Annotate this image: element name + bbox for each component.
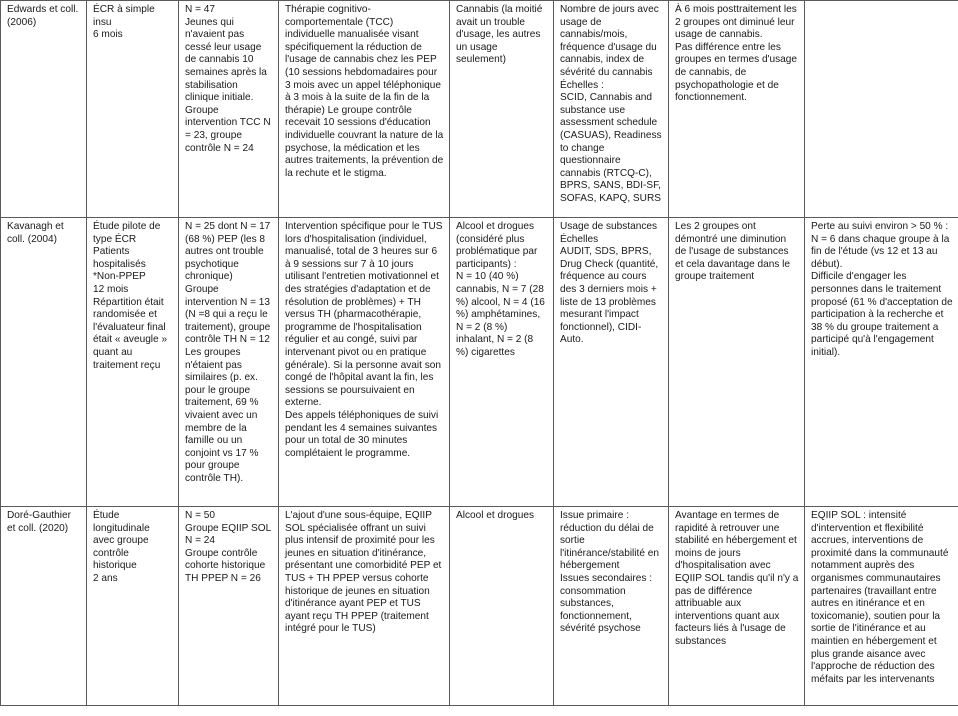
design-cell: Étude pilote de type ÉCR Patients hospitalisés *Non-PPEP 12 mois Répartition était randomisée et l'évaluateur final était « aveugle » quant au traitement reçu [87,218,179,507]
design-cell: Étude longitudinale avec groupe contrôle historique 2 ans [87,507,179,706]
measures-cell: Nombre de jours avec usage de cannabis/mois, fréquence d'usage du cannabis, index de sévérité du cannabis Échelles : SCID, Cannabis and substance use assessment schedule (CASUAS), Readiness to change questionnaire cannabis (RTCQ-C), BPRS, SANS, BDI-SF, SOFAS, KAPQ, SURS [554,1,669,218]
measures-cell: Usage de substances Échelles AUDIT, SDS, BPRS, Drug Check (quantité, fréquence au cours des 3 derniers mois + liste de 13 problèmes mesurant l'impact fonctionnel), CIDI-Auto. [554,218,669,507]
substances-cell: Alcool et drogues [450,507,554,706]
substances-cell: Cannabis (la moitié avait un trouble d'usage, les autres un usage seulement) [450,1,554,218]
table-row [1,218,958,507]
results-cell: Avantage en termes de rapidité à retrouver une stabilité en hébergement et moins de jours d'hospitalisation avec EQIIP SOL tandis qu'il n'y a pas de différence attribuable aux interventions quant aux facteurs liés à l'usage de substances [669,507,805,706]
design-cell: ÉCR à simple insu 6 mois [87,1,179,218]
results-cell: À 6 mois posttraitement les 2 groupes ont diminué leur usage de cannabis. Pas différence entre les groupes en termes d'usage de cannabis, de psychopathologie et de fonctionnement. [669,1,805,218]
participants-cell: N = 47 Jeunes qui n'avaient pas cessé leur usage de cannabis 10 semaines après la stabilisation clinique initiale. Groupe intervention TCC N = 23, groupe contrôle N = 24 [179,1,279,218]
measures-cell: Issue primaire : réduction du délai de sortie l'itinérance/stabilité en hébergement Issues secondaires : consommation substances, fonctionnement, sévérité psychose [554,507,669,706]
results-cell: Les 2 groupes ont démontré une diminution de l'usage de substances et cela davantage dans le groupe traitement [669,218,805,507]
study-cell: Doré-Gauthier et coll. (2020) [1,507,87,706]
participants-cell: N = 25 dont N = 17 (68 %) PEP (les 8 autres ont trouble psychotique chronique) Groupe intervention N = 13 (N =8 qui a reçu le traitement), groupe contrôle TH N = 12 Les groupes n'étaient pas similaires (p. ex. pour le groupe traitement, 69 % vivaient avec un membre de la famille ou un conjoint vs 17 % pour groupe contrôle TH). [179,218,279,507]
table-row [1,1,958,218]
table-row [1,507,958,706]
comments-cell [805,1,958,218]
intervention-cell: Thérapie cognitivo-comportementale (TCC) individuelle manualisée visant spécifiquement la réduction de l'usage de cannabis chez les PEP (10 sessions hebdomadaires pour 3 mois avec un appel téléphonique à 3 mois à la suite de la fin de la thérapie) Le groupe contrôle recevait 10 sessions d'éducation individuelle couvrant la nature de la psychose, la médication et les autres traitements, la prévention de la rechute et le stigma. [279,1,450,218]
comments-cell: EQIIP SOL : intensité d'intervention et flexibilité accrues, interventions de proximité dans la communauté notamment auprès des organismes communautaires partenaires (travaillant entre autres en itinérance et en toxicomanie), soutien pour la sortie de l'itinérance et au maintien en hébergement et plus grande aisance avec l'approche de réduction des méfaits par les intervenants [805,507,958,706]
intervention-cell: L'ajout d'une sous-équipe, EQIIP SOL spécialisée offrant un suivi plus intensif de proximité pour les jeunes en situation d'itinérance, présentant une comorbidité PEP et TUS + TH PPEP versus cohorte historique de jeunes en situation d'itinérance ayant PEP et TUS ayant reçu TH PPEP (traitement intégré pour le TUS) [279,507,450,706]
participants-cell: N = 50 Groupe EQIIP SOL N = 24 Groupe contrôle cohorte historique TH PPEP N = 26 [179,507,279,706]
study-cell: Edwards et coll. (2006) [1,1,87,218]
comments-cell: Perte au suivi environ > 50 % : N = 6 dans chaque groupe à la fin de l'étude (vs 12 et 13 au début). Difficile d'engager les personnes dans le traitement proposé (61 % d'acceptation de participation à la recherche et 38 % du groupe traitement a participé qu'à l'engagement initial). [805,218,958,507]
substances-cell: Alcool et drogues (considéré plus problématique par participants) : N = 10 (40 %) cannabis, N = 7 (28 %) alcool, N = 4 (16 %) amphétamines, N = 2 (8 %) inhalant, N = 2 (8 %) cigarettes [450,218,554,507]
intervention-cell: Intervention spécifique pour le TUS lors d'hospitalisation (individuel, manualisé, total de 3 heures sur 6 à 9 sessions sur 7 à 10 jours utilisant l'entretien motivationnel et des stratégies d'adaptation et de résolution de problèmes) + TH versus TH (pharmacothérapie, programme de l'hospitalisation régulier et au congé, suivi par intervenant pivot ou en pratique générale). Si la personne avait son congé de l'hôpital avant la fin, les sessions se poursuivaient en externe. Des appels téléphoniques de suivi pendant les 4 semaines suivantes pour un total de 30 minutes complétaient le programme. [279,218,450,507]
study-cell: Kavanagh et coll. (2004) [1,218,87,507]
